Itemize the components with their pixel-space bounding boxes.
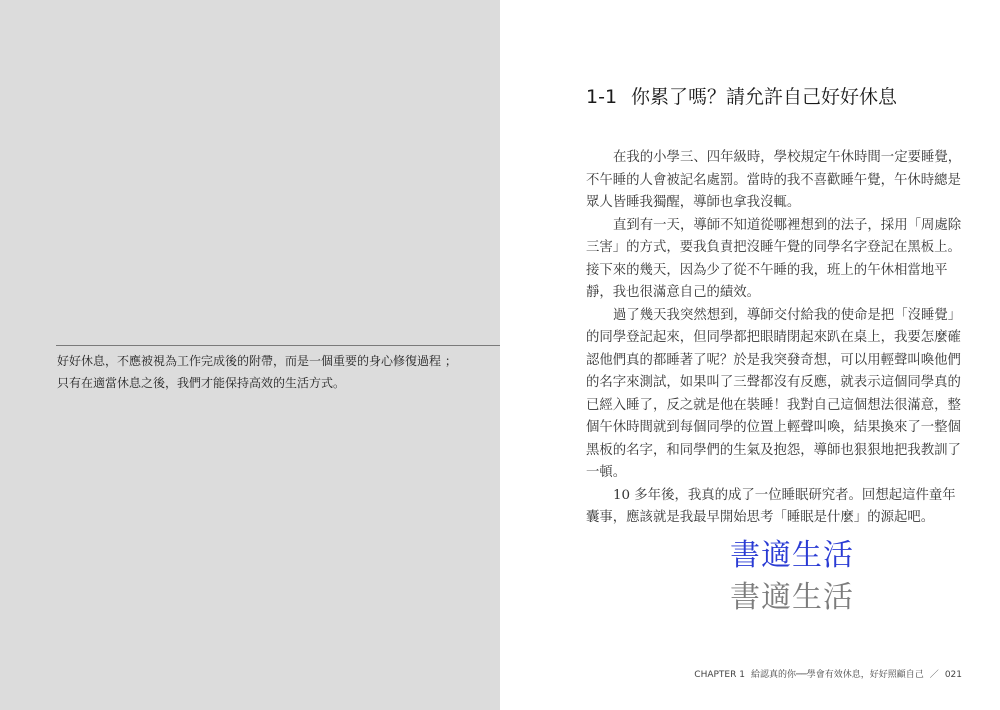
body-line: 的名字來測試，如果叫了三聲都沒有反應，就表示這個同學真的 — [586, 375, 961, 390]
body-line: 直到有一天，導師不知道從哪裡想到的法子，採用「周處除 — [613, 217, 962, 233]
body-text — [586, 147, 962, 530]
body-line: 三害」的方式，要我負責把沒睡午覺的同學名字登記在黑板上。 — [586, 240, 961, 255]
body-line: 黑板的名字，和同學們的生氣及抱怨，導師也狠狠地把我教訓了 — [586, 442, 961, 458]
pull-quote — [57, 350, 477, 394]
section-heading — [586, 82, 897, 109]
footer-separator: ／ — [929, 670, 939, 680]
body-line: 認他們真的都睡著了呢？於是我突發奇想，可以用輕聲叫喚他們 — [586, 352, 961, 368]
body-line: 在我的小學三、四年級時，學校規定午休時間一定要睡覺， — [613, 150, 962, 165]
body-line: 已經入睡了，反之就是他在裝睡！我對自己這個想法很滿意，整 — [586, 397, 961, 413]
page-footer — [694, 667, 962, 680]
right-page — [500, 0, 1000, 710]
pull-quote-line: 只有在適當休息之後，我們才能保持高效的生活方式。 — [57, 376, 346, 390]
section-number: 1-1 — [586, 86, 618, 108]
watermark-blue: 書適生活 — [730, 538, 854, 573]
watermark-gray: 書適生活 — [730, 580, 854, 615]
pull-quote-rule — [56, 345, 500, 346]
body-line: 接下來的幾天，因為少了從不午睡的我，班上的午休相當地平 — [586, 262, 948, 278]
body-line: 眾人皆睡我獨醒，導師也拿我沒輒。 — [586, 195, 801, 210]
footer-chapter: CHAPTER 1 — [694, 670, 745, 680]
page-number: 021 — [944, 670, 962, 680]
body-line: 10 多年後，我真的成了一位睡眠研究者。回想起這件童年 — [613, 487, 956, 503]
pull-quote-line: 好好休息，不應被視為工作完成後的附帶，而是一個重要的身心修復過程 ； — [57, 354, 457, 368]
body-line: 靜，我也很滿意自己的績效。 — [586, 285, 761, 300]
body-line: 的同學登記起來，但同學都把眼睛閉起來趴在桌上，我要怎麼確 — [586, 330, 961, 345]
body-line: 不午睡的人會被記名處罰。當時的我不喜歡睡午覺，午休時總是 — [586, 172, 961, 188]
body-line: 個午休時間就到每個同學的位置上輕聲叫喚，結果換來了一整個 — [586, 420, 961, 435]
section-title: 你累了嗎？請允許自己好好休息 — [631, 86, 898, 108]
footer-chapter-title: 給認真的你──學會有效休息，好好照顧自己 — [750, 670, 924, 680]
body-line: 過了幾天我突然想到，導師交付給我的使命是把「沒睡覺」 — [613, 307, 962, 323]
body-line: 囊事，應該就是我最早開始思考「睡眠是什麼」的源起吧。 — [586, 510, 935, 525]
body-line: 一頓。 — [586, 465, 627, 480]
